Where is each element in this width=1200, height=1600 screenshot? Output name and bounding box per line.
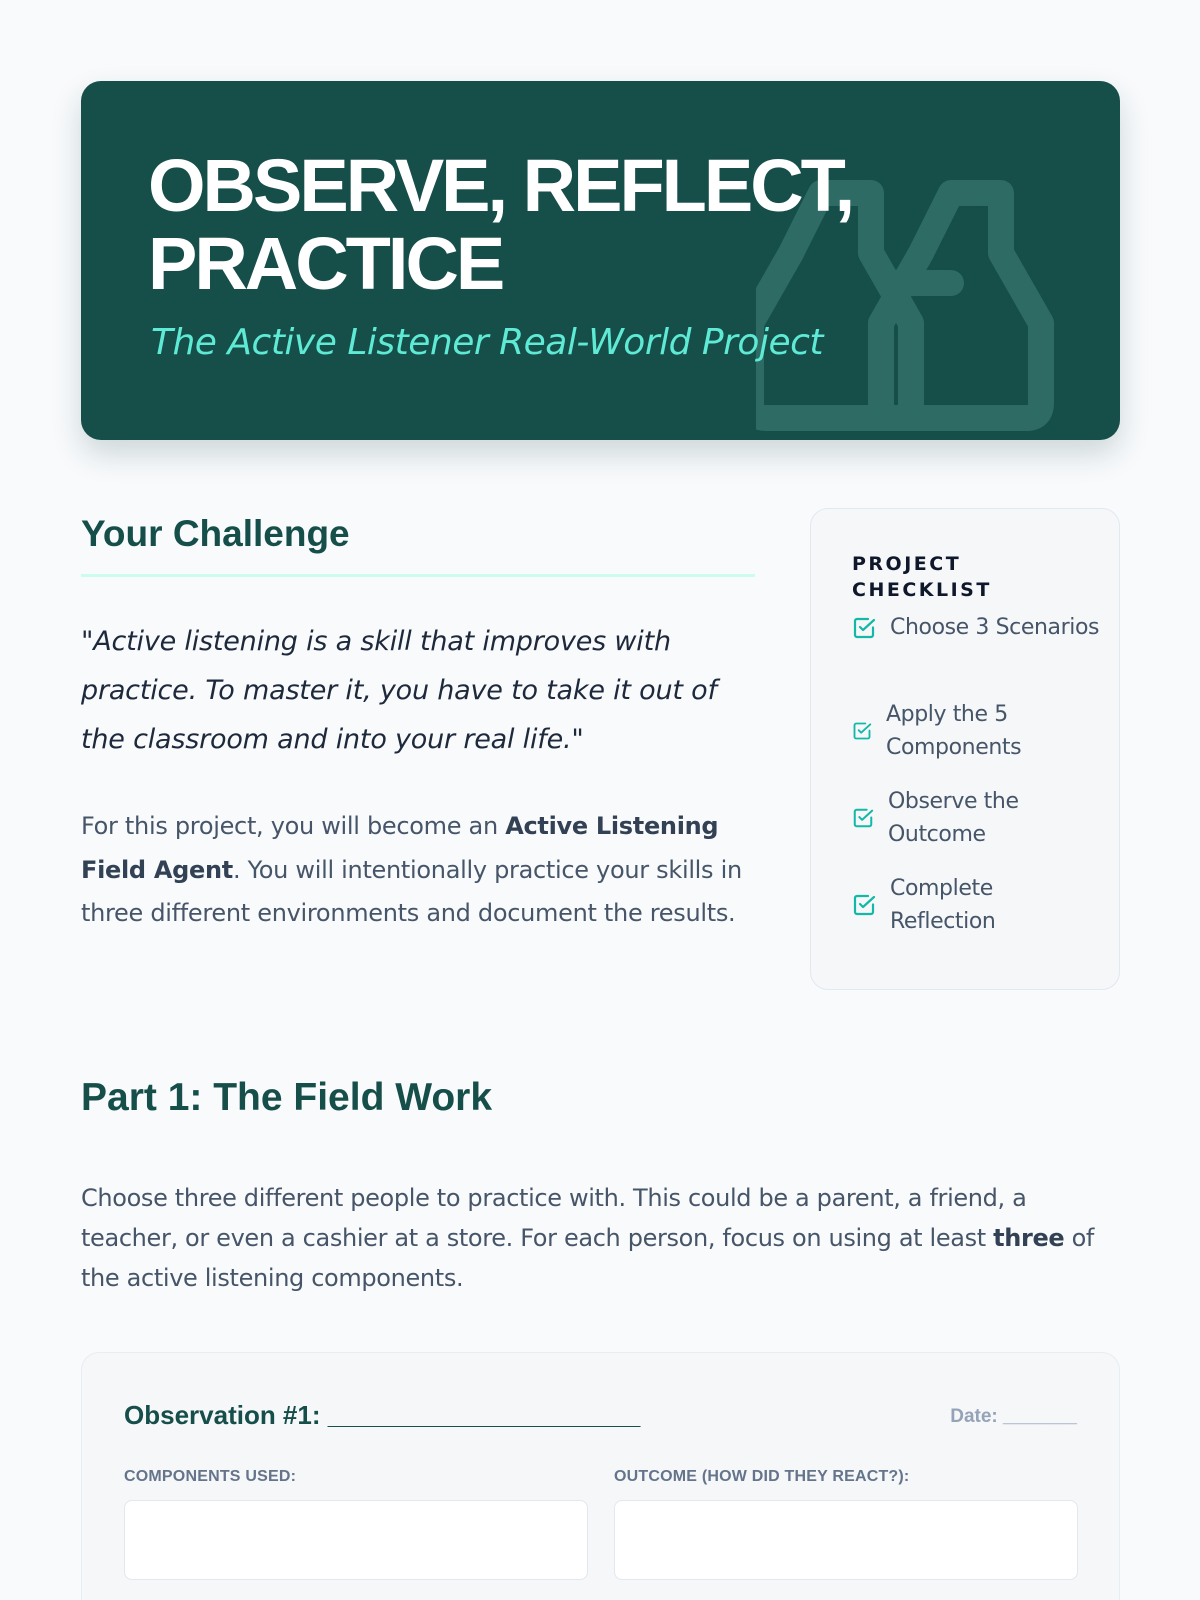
observation-title <box>124 1399 639 1431</box>
check-square-icon <box>852 893 876 917</box>
outcome-label: OUTCOME (HOW DID THEY REACT?): <box>614 1468 910 1485</box>
components-used-field[interactable] <box>124 1500 588 1580</box>
intro-role-name: Active Listening Field Agent <box>81 812 719 884</box>
project-checklist <box>810 508 1120 990</box>
observation-name-blank[interactable]: ________________________ <box>327 1400 639 1430</box>
intro-text-start: For this project, you will become an <box>81 812 506 840</box>
header-banner <box>81 81 1120 440</box>
part1-text-start: Choose three different people to practice with. This could be a parent, a friend, a teacher, or even a cashier at a store. For each person, focus on using at least <box>81 1184 1027 1252</box>
check-square-icon <box>852 616 876 640</box>
part1-text-emphasis: three <box>993 1224 1065 1252</box>
check-square-icon <box>852 807 874 829</box>
page-subtitle: The Active Listener Real-World Project <box>151 322 824 363</box>
part1-instructions <box>81 1178 1126 1298</box>
observation-title-label: Observation #1: <box>124 1400 321 1430</box>
challenge-heading: Your Challenge <box>81 513 350 554</box>
part1-text-end: of the active listening components. <box>81 1224 1095 1292</box>
checklist-item <box>852 698 1102 764</box>
section-divider <box>81 574 755 577</box>
outcome-field[interactable] <box>614 1500 1078 1580</box>
checklist-item <box>852 611 1102 644</box>
checklist-item <box>852 872 1102 938</box>
part1-heading: Part 1: The Field Work <box>81 1076 493 1119</box>
check-square-icon <box>852 721 872 741</box>
intro-text-end: . You will intentionally practice your skills in three different environments and document the results. <box>81 855 742 927</box>
challenge-intro <box>81 805 761 936</box>
observation-date[interactable]: Date: _______ <box>950 1406 1077 1427</box>
checklist-item <box>852 785 1102 851</box>
checklist-item-label: Choose 3 Scenarios <box>890 615 1100 640</box>
checklist-item-label: Apply the 5 Components <box>886 702 1022 760</box>
checklist-item-label: Observe the Outcome <box>888 789 1019 847</box>
challenge-quote: "Active listening is a skill that improves with practice. To master it, you have to take it out of the classroom and into your real life." <box>81 626 717 755</box>
observation-card <box>81 1352 1120 1600</box>
checklist-item-label: Complete Reflection <box>890 876 996 934</box>
components-used-label: COMPONENTS USED: <box>124 1468 297 1485</box>
page-title: OBSERVE, REFLECT, PRACTICE <box>148 144 853 305</box>
checklist-title: PROJECT CHECKLIST <box>852 553 992 601</box>
